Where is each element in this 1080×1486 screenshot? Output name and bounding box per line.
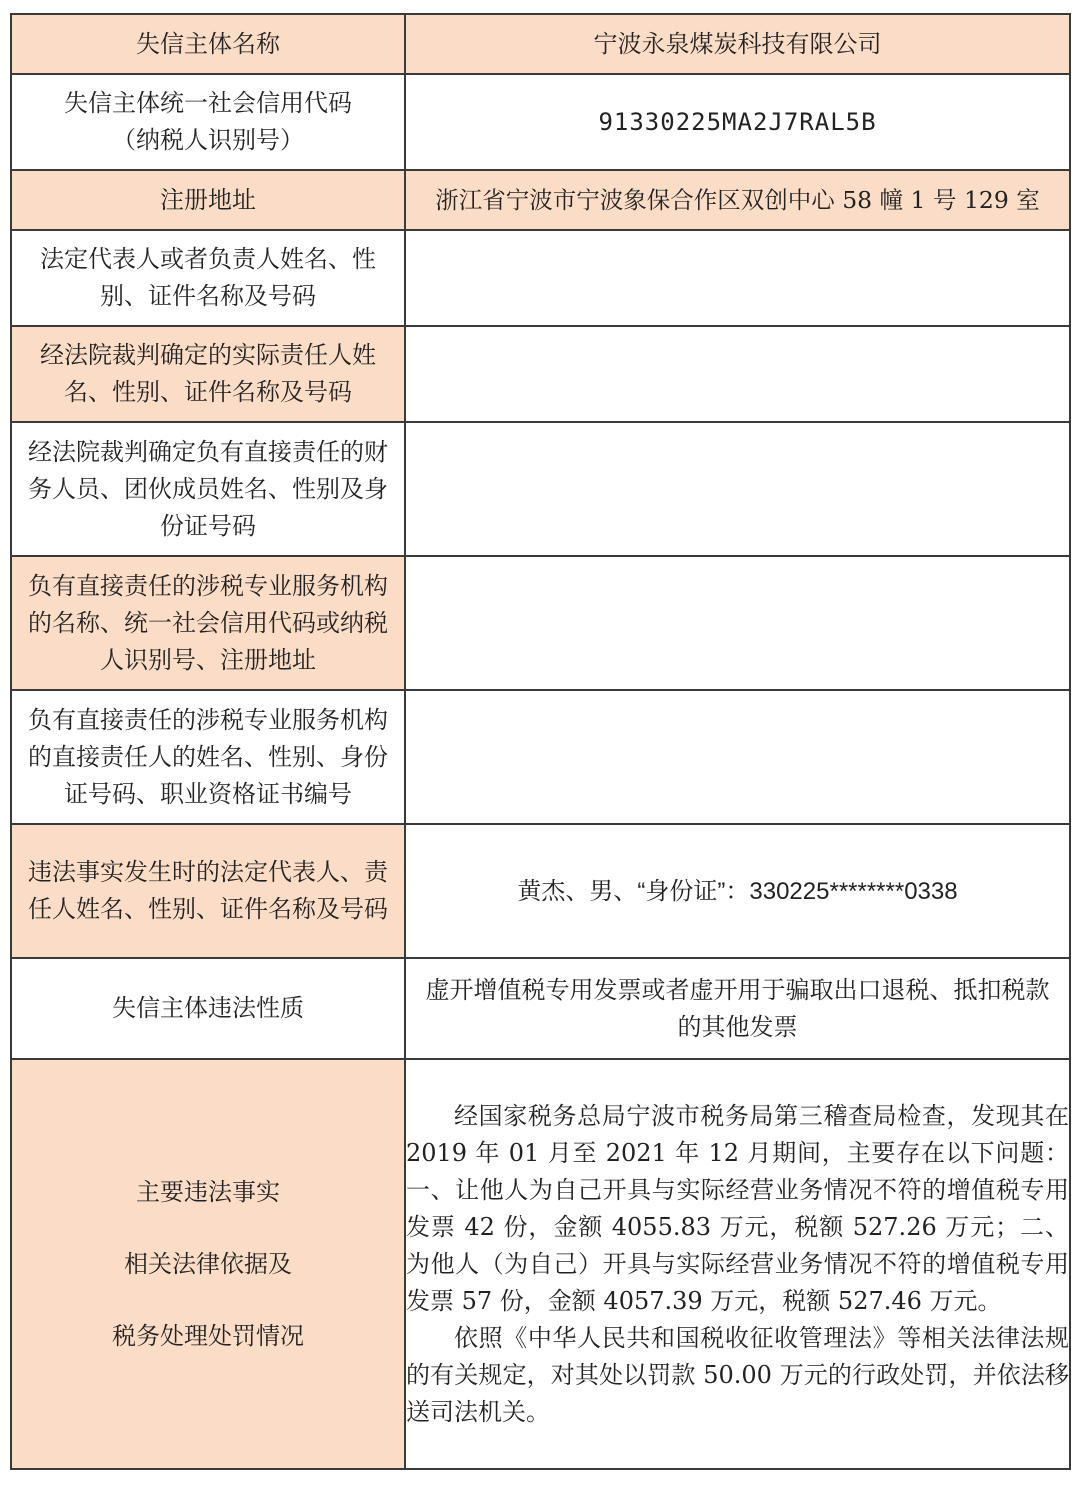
row-label [11, 556, 405, 690]
label-text: 相关法律依据及 [124, 1250, 292, 1278]
row-label [11, 326, 405, 422]
row-label [11, 1059, 405, 1469]
label-text: 失信主体名称 [136, 29, 280, 58]
label-text: （纳税人识别号） [112, 126, 304, 154]
company-name: 宁波永泉煤炭科技有限公司 [593, 29, 882, 58]
label-text: 失信主体违法性质 [112, 994, 304, 1022]
table-row [11, 1059, 1070, 1469]
label-text: 负有直接责任的涉税专业服务机构的名称、统一社会信用代码或纳税人识别号、注册地址 [28, 571, 388, 674]
label-text: 违法事实发生时的法定代表人、责任人姓名、性别、证件名称及号码 [28, 858, 388, 923]
row-value [405, 824, 1070, 958]
table-row [11, 690, 1070, 824]
row-value [405, 690, 1070, 824]
label-text: 经法院裁判确定负有直接责任的财务人员、团伙成员姓名、性别及身份证号码 [28, 437, 388, 540]
table-row [11, 824, 1070, 958]
table-row [11, 422, 1070, 556]
row-label [11, 690, 405, 824]
label-text: 失信主体统一社会信用代码 [64, 89, 352, 117]
credit-info-table [10, 13, 1071, 1470]
table-row [11, 326, 1070, 422]
row-value [405, 958, 1070, 1059]
row-value [405, 14, 1070, 74]
table-row [11, 74, 1070, 170]
row-label [11, 958, 405, 1059]
facts-paragraph: 经国家税务总局宁波市税务局第三稽查局检查，发现其在 2019 年 01 月至 2021 年 12 月期间，主要存在以下问题：一、让他人为自己开具与实际经营业务情况不符的增值税专用发票 42 份，金额 4055.83 万元，税额 527.26 万元；二、为他人（为自己）开具与实际经营业务情况不符的增值税专用发票 57 份，金额 4057.39 万元，税额 527.46 万元。 [406, 1101, 1069, 1315]
row-value [405, 170, 1070, 230]
table-row [11, 958, 1070, 1059]
row-value [405, 422, 1070, 556]
table-row [11, 556, 1070, 690]
violation-facts [405, 1059, 1070, 1469]
legal-representative: 黄杰、男、“身份证”：330225********0338 [517, 877, 958, 905]
row-label [11, 74, 405, 170]
penalty-paragraph: 依照《中华人民共和国税收征收管理法》等相关法律法规的有关规定，对其处以罚款 50.00 万元的行政处罚，并依法移送司法机关。 [406, 1323, 1069, 1426]
label-text: 负有直接责任的涉税专业服务机构的直接责任人的姓名、性别、身份证号码、职业资格证书编号 [28, 705, 388, 808]
violation-nature: 虚开增值税专用发票或者虚开用于骗取出口退税、抵扣税款的其他发票 [425, 975, 1050, 1041]
registered-address: 浙江省宁波市宁波象保合作区双创中心 58 幢 1 号 129 室 [435, 185, 1040, 214]
label-text: 税务处理处罚情况 [112, 1322, 304, 1350]
row-value [405, 74, 1070, 170]
row-label [11, 422, 405, 556]
label-text: 主要违法事实 [136, 1178, 280, 1206]
label-text: 法定代表人或者负责人姓名、性别、证件名称及号码 [40, 245, 376, 310]
table-row [11, 170, 1070, 230]
label-text: 经法院裁判确定的实际责任人姓名、性别、证件名称及号码 [40, 341, 376, 406]
table-row [11, 230, 1070, 326]
row-value [405, 326, 1070, 422]
row-label [11, 824, 405, 958]
row-value [405, 556, 1070, 690]
row-label [11, 170, 405, 230]
table-row [11, 14, 1070, 74]
row-label [11, 230, 405, 326]
label-text: 注册地址 [160, 185, 256, 214]
row-value [405, 230, 1070, 326]
credit-code: 91330225MA2J7RAL5B [598, 107, 877, 136]
row-label [11, 14, 405, 74]
